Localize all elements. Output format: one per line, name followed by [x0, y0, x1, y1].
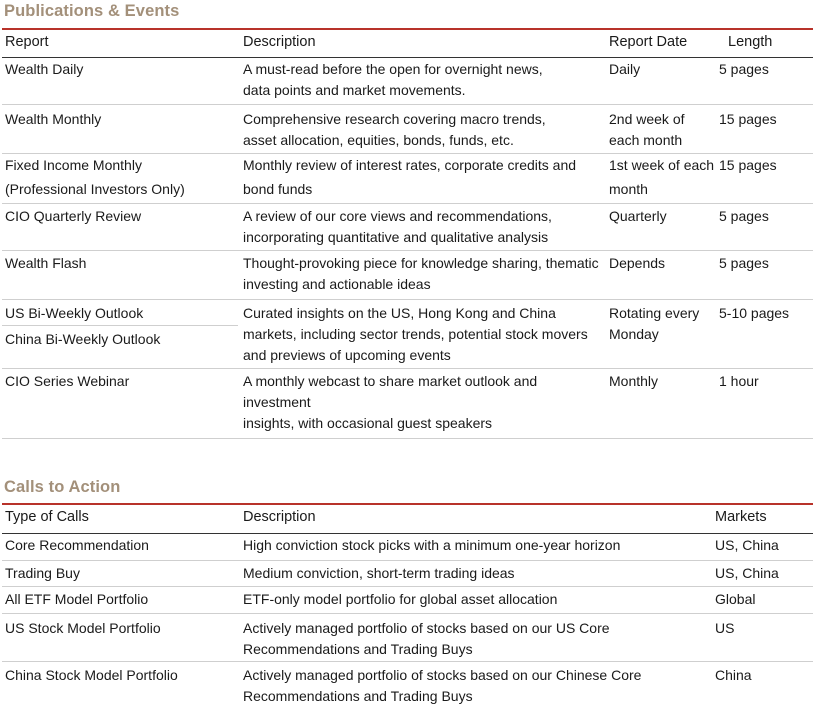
description-line: Actively managed portfolio of stocks based on our Chinese Core	[243, 667, 642, 683]
call-type: US Stock Model Portfolio	[5, 620, 161, 636]
call-description: High conviction stock picks with a minimum one-year horizon	[243, 537, 621, 553]
description-line: Curated insights on the US, Hong Kong and China	[243, 305, 556, 321]
col-header-type: Type of Calls	[5, 509, 89, 525]
description-line: investing and actionable ideas	[243, 276, 431, 292]
report-length: 15 pages	[719, 111, 777, 127]
report-length: 1 hour	[719, 373, 759, 389]
report-date: Daily	[609, 61, 641, 77]
description-line: data points and market movements.	[243, 82, 466, 98]
date-line: 2nd week of	[609, 111, 685, 127]
description-line: A must-read before the open for overnight news,	[243, 61, 543, 77]
publications-title: Publications & Events	[4, 2, 180, 20]
row-rule	[2, 250, 813, 251]
call-markets: US, China	[715, 565, 779, 581]
report-length: 5-10 pages	[719, 305, 790, 321]
report-length: 5 pages	[719, 61, 769, 77]
description-line: markets, including sector trends, potential stock movers	[243, 326, 588, 342]
row-rule	[2, 438, 813, 439]
report-name: CIO Series Webinar	[5, 373, 130, 389]
date-line: 1st week of each	[609, 157, 715, 173]
report-length: 5 pages	[719, 208, 769, 224]
call-type: Core Recommendation	[5, 537, 149, 553]
call-type: China Stock Model Portfolio	[5, 667, 178, 683]
call-description: Medium conviction, short-term trading ideas	[243, 565, 515, 581]
date-line: each month	[609, 132, 683, 148]
report-length: 5 pages	[719, 255, 769, 271]
call-type: All ETF Model Portfolio	[5, 591, 149, 607]
publications-title-rule	[2, 28, 813, 30]
description-line: A review of our core views and recommendations,	[243, 208, 552, 224]
call-description	[243, 665, 641, 707]
description-line: Recommendations and Trading Buys	[243, 688, 473, 704]
report-description	[243, 253, 599, 295]
report-name	[5, 329, 160, 350]
description-line: Recommendations and Trading Buys	[243, 641, 473, 657]
description-line: Comprehensive research covering macro trends,	[243, 111, 546, 127]
col-header-report: Report	[5, 34, 49, 50]
description-line: Thought-provoking piece for knowledge sharing, thematic	[243, 255, 599, 271]
report-date: Quarterly	[609, 208, 667, 224]
col-header-report-date: Report Date	[609, 34, 688, 50]
row-rule	[2, 613, 813, 614]
report-name-line: US Bi-Weekly Outlook	[5, 305, 144, 321]
report-length: 15 pages	[719, 157, 777, 173]
report-description	[243, 206, 552, 248]
date-line: Monday	[609, 326, 659, 342]
description-line: insights, with occasional guest speakers	[243, 415, 493, 431]
report-date	[609, 303, 699, 345]
row-rule	[2, 560, 813, 561]
date-line: Rotating every	[609, 305, 700, 321]
call-type: Trading Buy	[5, 565, 80, 581]
report-date: Monthly	[609, 373, 659, 389]
report-description	[243, 371, 537, 434]
row-rule	[2, 153, 813, 154]
report-date: Depends	[609, 255, 666, 271]
row-subrule	[2, 325, 238, 326]
description-line: investment	[243, 394, 311, 410]
call-markets: US	[715, 620, 735, 636]
description-line: and previews of upcoming events	[243, 347, 451, 363]
col-header-markets: Markets	[715, 509, 767, 525]
date-line: month	[609, 181, 648, 197]
header-rule	[2, 533, 813, 534]
row-rule	[2, 586, 813, 587]
report-description	[243, 155, 576, 200]
call-markets: Global	[715, 591, 756, 607]
description-line: A monthly webcast to share market outlook and	[243, 373, 538, 389]
col-header-description: Description	[243, 509, 316, 525]
report-name: Wealth Monthly	[5, 111, 102, 127]
description-line: asset allocation, equities, bonds, funds, etc.	[243, 132, 514, 148]
row-rule	[2, 203, 813, 204]
report-name: Wealth Daily	[5, 61, 84, 77]
calls-title-rule	[2, 503, 813, 505]
col-header-length: Length	[728, 34, 773, 50]
report-name: Wealth Flash	[5, 255, 87, 271]
report-name: CIO Quarterly Review	[5, 208, 142, 224]
report-description	[243, 303, 588, 366]
row-rule	[2, 368, 813, 369]
header-rule	[2, 57, 813, 58]
description-line: Monthly review of interest rates, corporate credits and	[243, 157, 577, 173]
report-name-line: China Bi-Weekly Outlook	[5, 331, 161, 347]
calls-title: Calls to Action	[4, 478, 121, 496]
call-markets: China	[715, 667, 752, 683]
row-rule	[2, 661, 813, 662]
report-date	[609, 155, 714, 200]
row-rule	[2, 104, 813, 105]
description-line: bond funds	[243, 181, 313, 197]
report-description	[243, 59, 543, 101]
report-name-line: (Professional Investors Only)	[5, 181, 185, 197]
report-name-line: Fixed Income Monthly	[5, 157, 142, 173]
call-markets: US, China	[715, 537, 779, 553]
col-header-description: Description	[243, 34, 316, 50]
description-line: Actively managed portfolio of stocks based on our US Core	[243, 620, 610, 636]
report-name	[5, 303, 143, 324]
call-description: ETF-only model portfolio for global asset allocation	[243, 591, 558, 607]
report-description	[243, 109, 546, 151]
row-rule	[2, 299, 813, 300]
call-description	[243, 618, 610, 660]
report-name	[5, 155, 185, 200]
report-date	[609, 109, 685, 151]
description-line: incorporating quantitative and qualitative analysis	[243, 229, 549, 245]
